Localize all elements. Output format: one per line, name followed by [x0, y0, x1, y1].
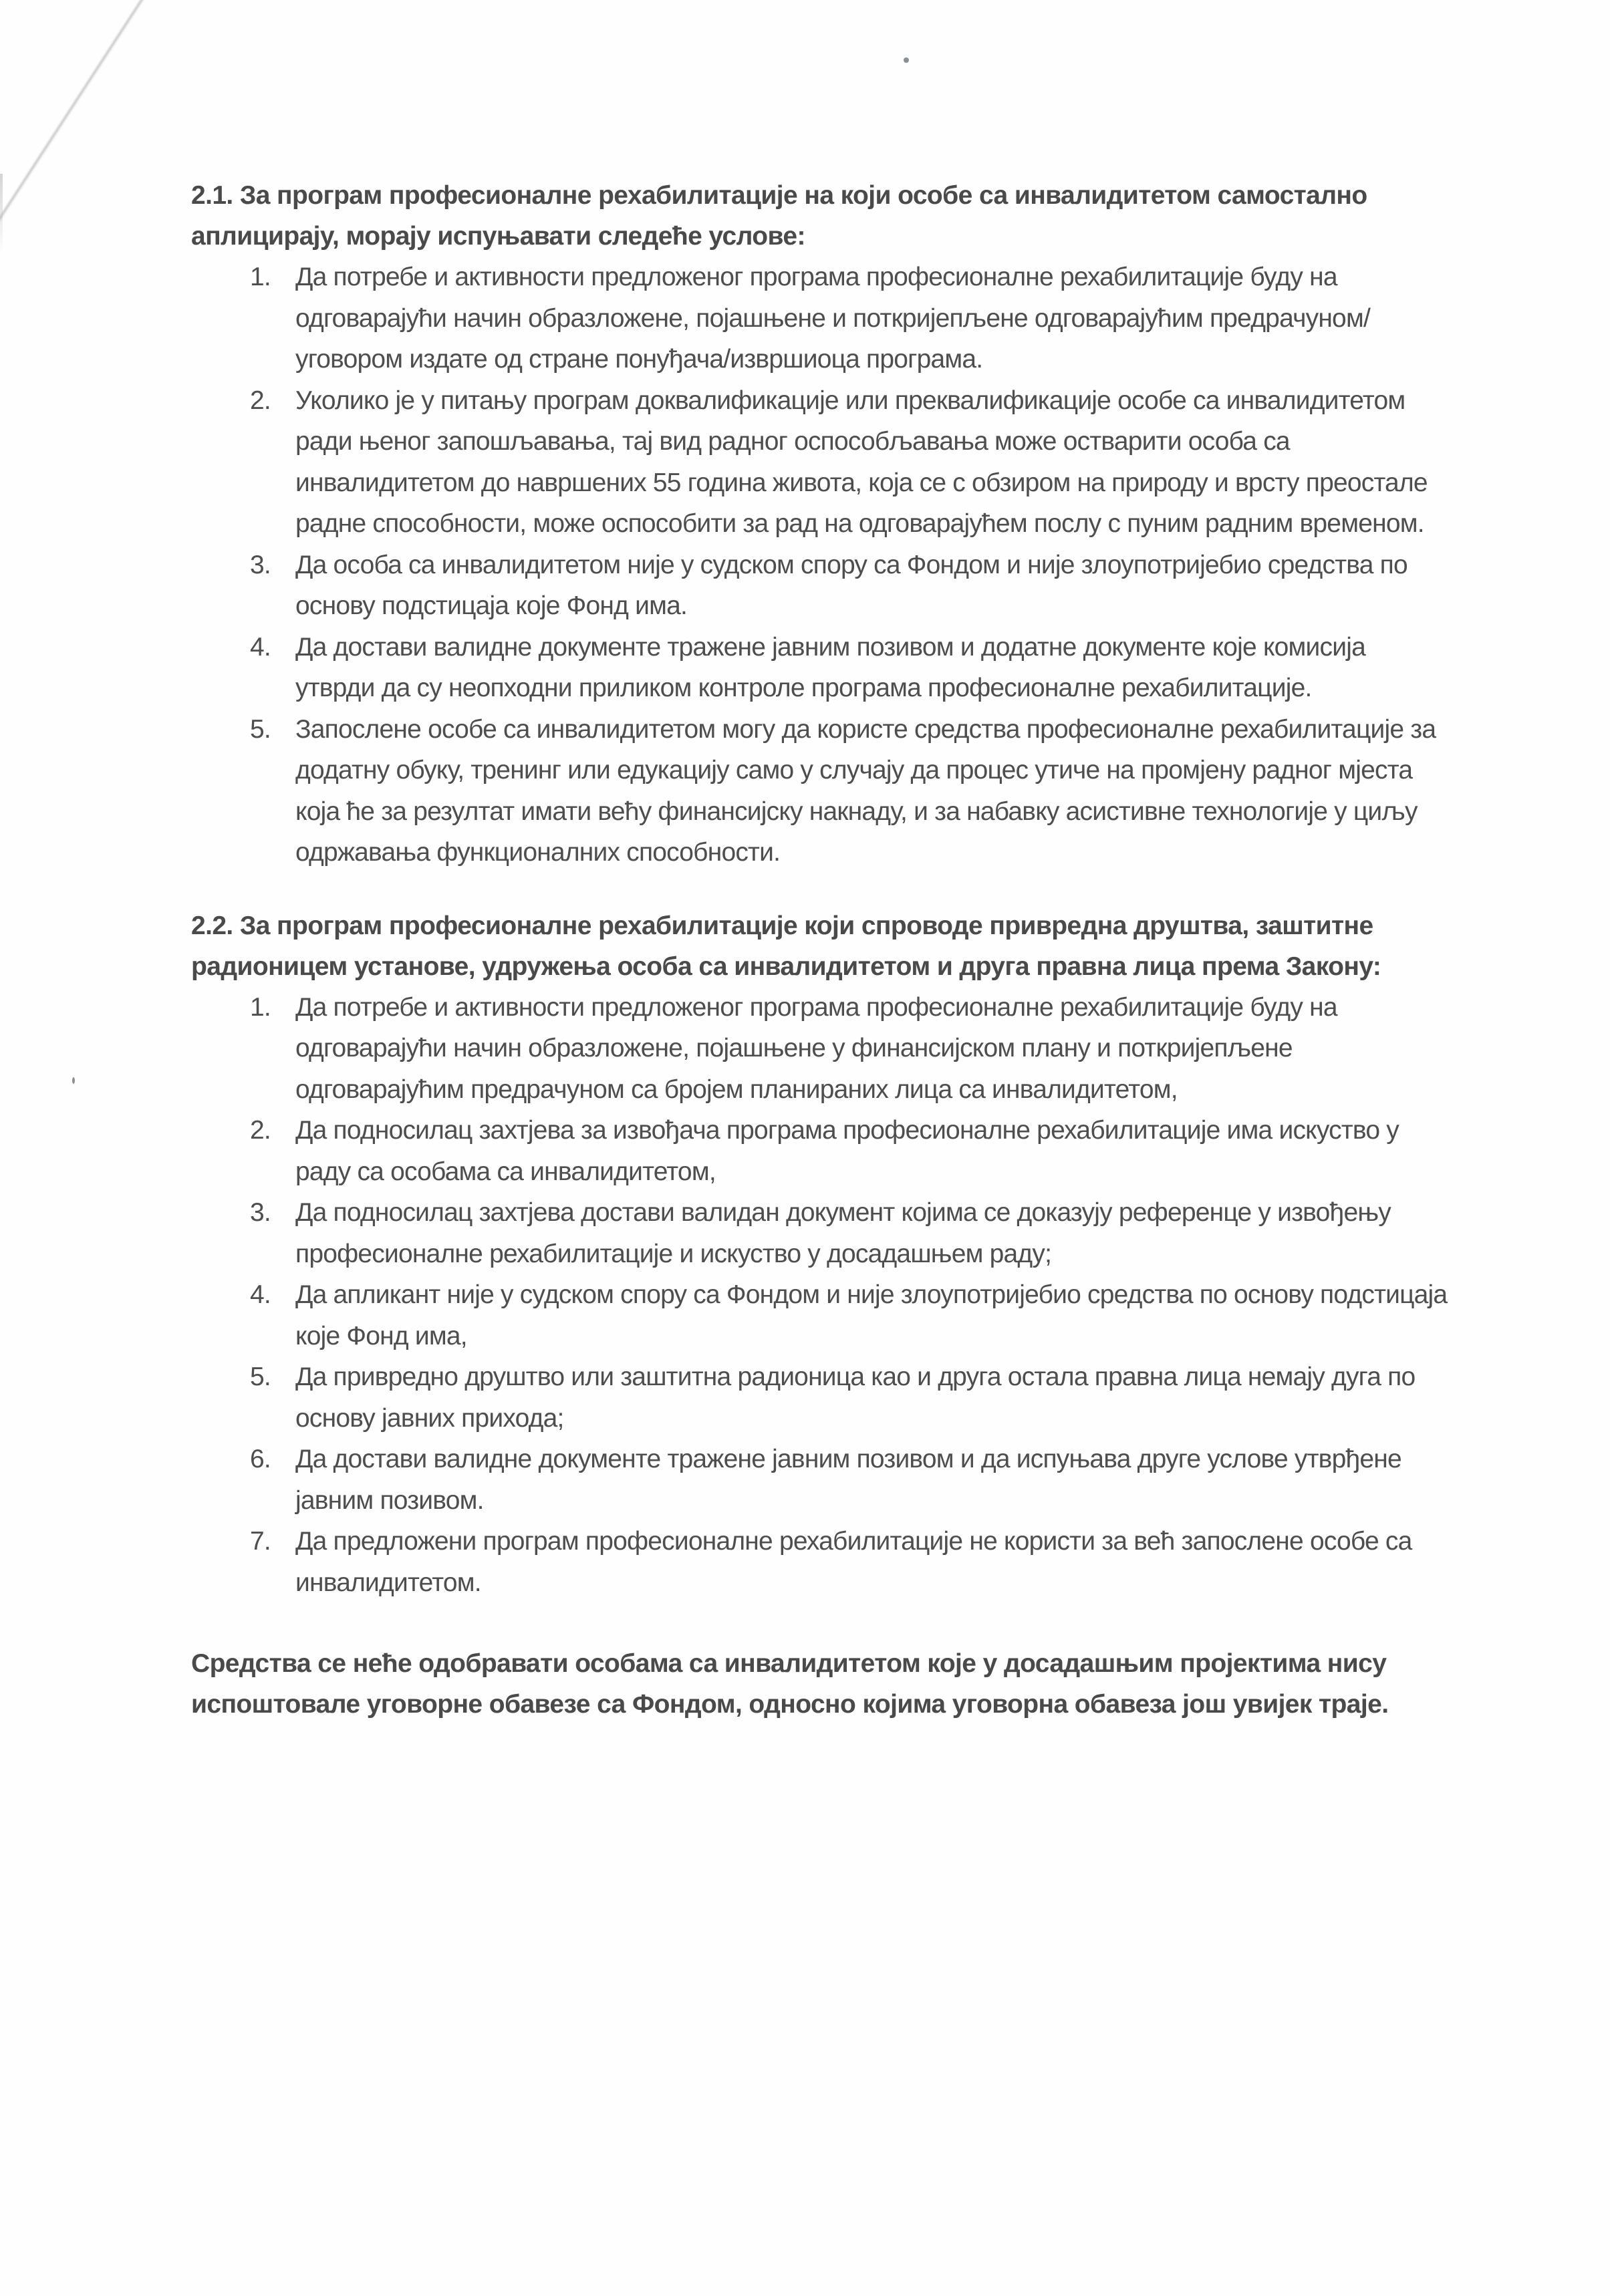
list-item-text: Да потребе и активности предложеног програма професионалне рехабилитације буду на одговарајући начин образложене, појашњене и поткријепљене одговарајућим предрачуном/уговором издате од стране понуђача/извршиоца програма. — [295, 263, 1370, 374]
list-number: 6. — [250, 1445, 271, 1473]
list-item-text: Да предложени програм професионалне рехабилитације не користи за већ запослене особе са инвалидитетом. — [295, 1527, 1412, 1597]
list-item-text: Да апликант није у судском спору са Фондом и није злоупотријебио средства по основу подстицаја које Фонд има, — [295, 1280, 1448, 1350]
list-item — [191, 709, 1448, 873]
list-number: 3. — [250, 1198, 271, 1227]
section-2-1-heading: 2.1. За програм професионалне рехабилитације на који особе са инвалидитетом самостално аплицирају, морају испуњавати следеће услове: — [191, 181, 1367, 251]
list-item — [191, 1110, 1448, 1192]
list-number: 1. — [250, 263, 271, 291]
list-number: 5. — [250, 1362, 271, 1391]
list-item-text: Да потребе и активности предложеног програма професионалне рехабилитације буду на одговарајући начин образложене, појашњене у финансијском плану и поткријепљене одговарајућим предрачуном са бројем планираних лица са инвалидитетом, — [295, 992, 1337, 1104]
list-item — [191, 1274, 1448, 1356]
list-item — [191, 1439, 1448, 1521]
list-item — [191, 257, 1448, 380]
list-item — [191, 380, 1448, 545]
list-item-text: Да привредно друштво или заштитна радионица као и друга остала правна лица немају дуга по основу јавних прихода; — [295, 1362, 1416, 1433]
closing-note: Средства се неће одобравати особама са инвалидитетом које у досадашњим пројектима нису испоштовале уговорне обавезе са Фондом, односно којима уговорна обавеза још увијек траје. — [191, 1649, 1389, 1719]
list-item — [191, 1521, 1448, 1603]
list-item-text: Да достави валидне документе тражене јавним позивом и да испуњава друге услове утврђене јавним позивом. — [295, 1445, 1401, 1515]
paper-fold-mark — [0, 0, 147, 231]
document-body — [191, 175, 1448, 1725]
list-number: 4. — [250, 632, 271, 662]
section-2-2-conditions-list — [191, 987, 1448, 1604]
list-item-text: Запослене особе са инвалидитетом могу да користе средства професионалне рехабилитације за додатну обуку, тренинг или едукацију само у случају да процес утиче на промјену радног мјеста која ће за резултат имати већу финансијску накнаду, и за набавку асистивне технологије у циљу одржавања функционалних способности. — [295, 714, 1436, 867]
list-number: 2. — [250, 386, 271, 415]
list-item-text: Уколико је у питању програм доквалификације или преквалификације особе са инвалидитетом ради њеног запошљавања, тај вид радног оспособљавања може остварити особа са инвалидитетом до навршених 55 година живота, која се с обзиром на природу и врсту преостале радне способности, може оспособити за рад на одговарајућем послу с пуним радним временом. — [295, 386, 1428, 538]
scan-speck — [72, 1077, 75, 1084]
list-item — [191, 545, 1448, 627]
list-item — [191, 627, 1448, 709]
list-number: 2. — [250, 1116, 271, 1145]
section-2-2-heading: 2.2. За програм професионалне рехабилитације који спроводе привредна друштва, заштитне радионицем установе, удружења особа са инвалидитетом и друга правна лица према Закону: — [191, 911, 1381, 981]
list-item-text: Да подносилац захтјева за извођача програма професионалне рехабилитације има искуство у раду са особама са инвалидитетом, — [295, 1116, 1399, 1186]
list-item — [191, 1192, 1448, 1274]
list-number: 5. — [250, 714, 271, 744]
list-item-text: Да подносилац захтјева достави валидан документ којима се доказују референце у извођењу професионалне рехабилитације и искуство у досадашњем раду; — [295, 1198, 1391, 1268]
list-item — [191, 987, 1448, 1111]
list-item — [191, 1356, 1448, 1439]
paper-edge-shadow — [0, 174, 3, 254]
section-2-1-conditions-list — [191, 257, 1448, 873]
list-number: 3. — [250, 550, 271, 579]
scan-speck — [904, 57, 909, 63]
list-item-text: Да особа са инвалидитетом није у судском спору са Фондом и није злоупотријебио средства по основу подстицаја које Фонд има. — [295, 550, 1407, 620]
list-item-text: Да достави валидне документе тражене јавним позивом и додатне документе које комисија утврди да су неопходни приликом контроле програма професионалне рехабилитације. — [295, 632, 1365, 702]
list-number: 1. — [250, 992, 271, 1022]
list-number: 4. — [250, 1280, 271, 1309]
list-number: 7. — [250, 1527, 271, 1556]
